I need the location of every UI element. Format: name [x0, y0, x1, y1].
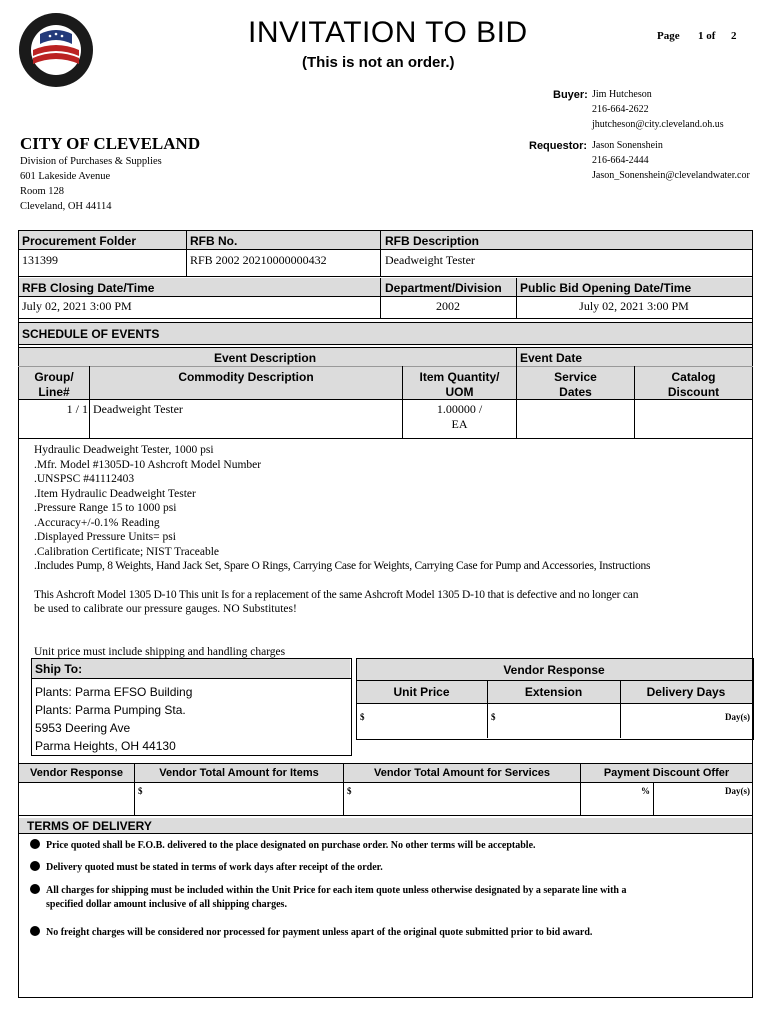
terms-title: TERMS OF DELIVERY — [27, 819, 152, 833]
extension-input[interactable]: $ — [491, 712, 496, 722]
requestor-phone: 216-664-2444 — [592, 155, 649, 166]
discount-days-input[interactable]: Day(s) — [725, 786, 750, 796]
service-dates-header: Service Dates — [554, 370, 597, 399]
rfb-desc-label: RFB Description — [385, 234, 480, 248]
rfb-no-label: RFB No. — [190, 234, 238, 248]
line-item-desc: Deadweight Tester — [93, 402, 183, 416]
delivery-days-input[interactable]: Day(s) — [725, 712, 750, 722]
requestor-label: Requestor: — [529, 140, 588, 152]
total-services-header: Vendor Total Amount for Services — [373, 767, 551, 779]
payment-discount-header: Payment Discount Offer — [603, 767, 730, 779]
requestor-name: Jason Sonenshein — [592, 140, 663, 151]
org-name: CITY OF CLEVELAND — [20, 134, 201, 153]
ship-to-address: Plants: Parma EFSO Building Plants: Parma Pumping Sta. 5953 Deering Ave Parma Heights, OH 44130 — [35, 685, 193, 753]
bullet-icon — [30, 839, 40, 849]
page-title: INVITATION TO BID — [248, 16, 528, 49]
terms-item-3: All charges for shipping must be included within the Unit Price for each item quote unless otherwise designated by a separate line with a specified dollar amount inclusive of all shipping charges. — [30, 884, 730, 912]
procurement-folder-value: 131399 — [22, 253, 58, 267]
rfb-desc-value: Deadweight Tester — [385, 253, 475, 267]
city-seal-logo — [18, 12, 94, 88]
bullet-icon — [30, 861, 40, 871]
closing-value: July 02, 2021 3:00 PM — [22, 299, 132, 313]
discount-percent-input[interactable]: % — [641, 786, 650, 796]
page-total: 2 — [731, 30, 737, 42]
buyer-name: Jim Hutcheson — [592, 89, 652, 100]
buyer-email[interactable]: jhutcheson@city.cleveland.oh.us — [592, 119, 724, 130]
procurement-folder-label: Procurement Folder — [22, 234, 137, 248]
terms-item-4: No freight charges will be considered nor processed for payment unless apart of the original quote submitted prior to bid award. — [30, 926, 730, 940]
total-services-input[interactable]: $ — [347, 786, 352, 796]
terms-item-1: Price quoted shall be F.O.B. delivered to the place designated on purchase order. No other terms will be acceptable. — [30, 839, 730, 853]
org-line-3: Room 128 — [20, 186, 65, 197]
org-line-2: 601 Lakeside Avenue — [20, 171, 111, 182]
delivery-days-header: Delivery Days — [646, 685, 726, 699]
schedule-title: SCHEDULE OF EVENTS — [22, 327, 160, 341]
unit-price-header: Unit Price — [393, 685, 450, 699]
line-item-number: 1 / 1 — [66, 402, 88, 416]
closing-label: RFB Closing Date/Time — [22, 281, 155, 295]
opening-value: July 02, 2021 3:00 PM — [579, 299, 689, 313]
unit-price-input[interactable]: $ — [360, 712, 365, 722]
event-desc-header: Event Description — [214, 351, 317, 365]
item-description: Hydraulic Deadweight Tester, 1000 psi .Mfr. Model #1305D-10 Ashcroft Model Number .UNSPSC #41112403 .Item Hydraulic Deadweight Tester .Pressure Range 15 to 1000 psi .Accuracy+/-0.1% Reading .Displayed Pressure Units= psi .Calibration Certificate; NIST Traceable .Includes Pump, 8 Weights, Hand Jack Set, Spare O Rings, Carrying Case for Weights, Carrying Case for Pump and Accessories, Instructions This Ashcroft Model 1305 D-10 This unit Is for a replacement of the same Ashcroft Model 1305 D-10 that is defective and no longer can be used to calibrate our pressure gauges. NO Substitutes! Unit price must include shipping and handling charges — [34, 444, 651, 658]
dept-value: 2002 — [436, 299, 460, 313]
bullet-icon — [30, 884, 40, 894]
opening-label: Public Bid Opening Date/Time — [520, 281, 692, 295]
event-date-header: Event Date — [520, 351, 583, 365]
buyer-label: Buyer: — [553, 89, 588, 101]
terms-item-2: Delivery quoted must be stated in terms of work days after receipt of the order. — [30, 861, 730, 875]
group-line-header: Group/ Line# — [34, 370, 74, 399]
total-items-input[interactable]: $ — [138, 786, 143, 796]
page-subtitle: (This is not an order.) — [302, 54, 455, 71]
org-line-1: Division of Purchases & Supplies — [20, 156, 162, 167]
dept-label: Department/Division — [385, 281, 502, 295]
line-item-qty: 1.00000 / EA — [436, 402, 483, 431]
ship-to-label: Ship To: — [35, 662, 83, 676]
totals-vendor-response-header: Vendor Response — [30, 767, 123, 779]
requestor-email[interactable]: Jason_Sonenshein@clevelandwater.cor — [592, 170, 750, 181]
extension-header: Extension — [524, 685, 583, 699]
bullet-icon — [30, 926, 40, 936]
catalog-discount-header: Catalog Discount — [667, 370, 720, 399]
page-number: 1 of — [698, 30, 716, 42]
vendor-response-title: Vendor Response — [503, 663, 605, 677]
rfb-no-value: RFB 2002 20210000000432 — [190, 253, 327, 267]
org-line-4: Cleveland, OH 44114 — [20, 201, 112, 212]
total-items-header: Vendor Total Amount for Items — [159, 767, 319, 779]
buyer-phone: 216-664-2622 — [592, 104, 649, 115]
page-label: Page — [657, 30, 680, 42]
commodity-header: Commodity Description — [178, 370, 314, 384]
qty-uom-header: Item Quantity/ UOM — [419, 370, 500, 399]
